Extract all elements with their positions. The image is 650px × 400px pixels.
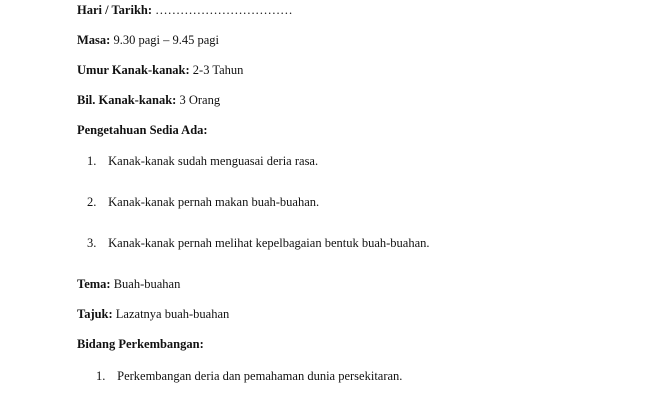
tema-label: Tema: [77,277,111,291]
list-item [87,194,319,210]
tajuk-label: Tajuk: [77,307,113,321]
list-item-number: 1. [87,154,97,168]
masa-value: 9.30 pagi – 9.45 pagi [113,33,219,47]
tema-line [77,276,180,292]
umur-line [77,62,243,78]
list-item [96,368,402,384]
list-item [87,153,318,169]
bil-label: Bil. Kanak-kanak: [77,93,177,107]
list-item-text: Kanak-kanak pernah makan buah-buahan. [108,195,320,209]
tajuk-value: Lazatnya buah-buahan [115,307,230,321]
date-line [77,2,293,18]
bil-value: 3 Orang [179,93,221,107]
list-item-text: Perkembangan deria dan pemahaman dunia persekitaran. [117,369,403,383]
pengetahuan-heading: Pengetahuan Sedia Ada: [77,123,208,137]
list-item-number: 3. [87,236,97,250]
list-item-number: 1. [96,369,106,383]
umur-value: 2-3 Tahun [192,63,244,77]
masa-line [77,32,219,48]
bidang-heading: Bidang Perkembangan: [77,337,204,351]
bil-line [77,92,220,108]
list-item [87,235,430,251]
tema-value: Buah-buahan [113,277,181,291]
umur-label: Umur Kanak-kanak: [77,63,190,77]
date-value: …………………………… [155,3,293,17]
list-item-text: Kanak-kanak pernah melihat kepelbagaian bentuk buah-buahan. [108,236,430,250]
list-item-number: 2. [87,195,97,209]
date-label: Hari / Tarikh: [77,3,153,17]
masa-label: Masa: [77,33,111,47]
tajuk-line [77,306,229,322]
list-item-text: Kanak-kanak sudah menguasai deria rasa. [108,154,319,168]
